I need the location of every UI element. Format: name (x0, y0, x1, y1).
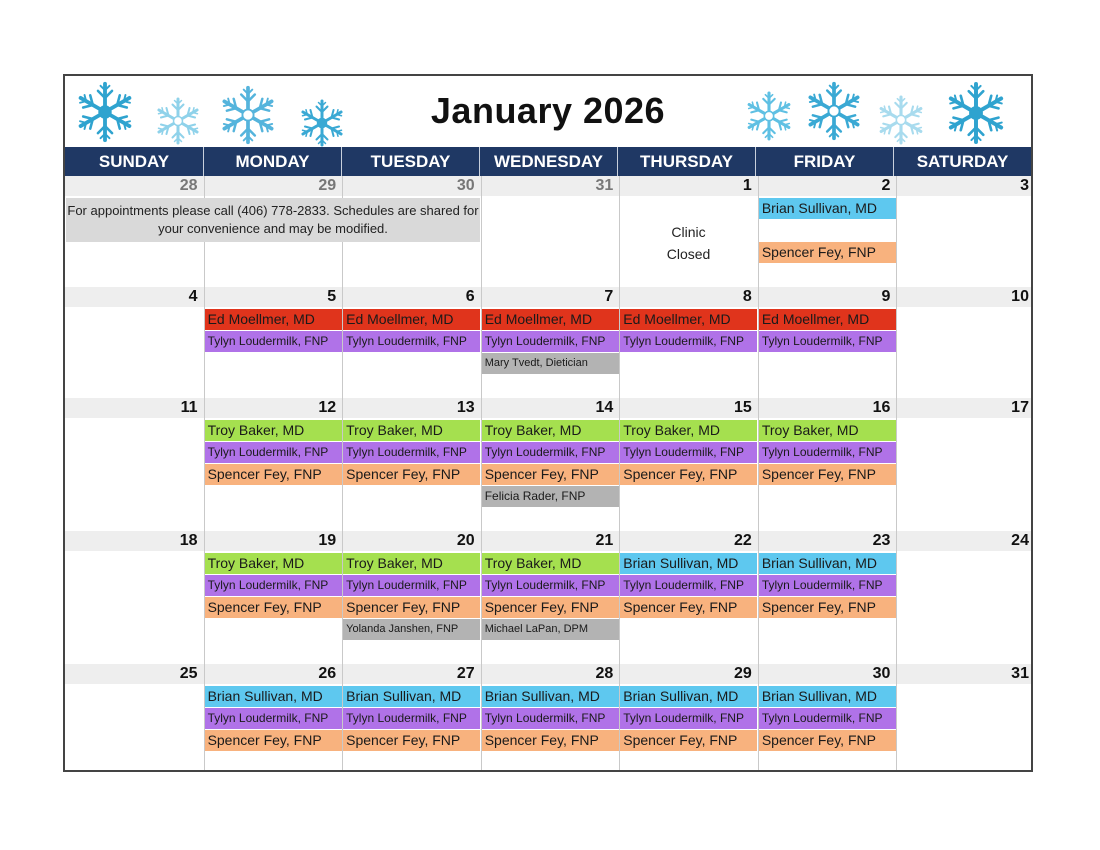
day-cell[interactable] (65, 398, 204, 531)
provider-schedule-entry[interactable]: Brian Sullivan, MD (205, 686, 342, 707)
day-cell[interactable] (342, 531, 481, 664)
provider-schedule-entry[interactable]: Michael LaPan, DPM (482, 619, 619, 640)
day-cell[interactable] (896, 398, 1033, 531)
weekday-header-friday: FRIDAY (755, 147, 893, 176)
day-number: 2 (881, 177, 891, 194)
provider-schedule-entry[interactable]: Tylyn Loudermilk, FNP (759, 442, 896, 463)
day-number: 9 (881, 288, 891, 305)
provider-schedule-entry[interactable]: Tylyn Loudermilk, FNP (205, 331, 342, 352)
provider-schedule-entry[interactable]: Troy Baker, MD (205, 420, 342, 441)
day-cell[interactable] (758, 176, 897, 287)
weekday-header-monday: MONDAY (203, 147, 341, 176)
calendar-page (63, 74, 1033, 772)
provider-schedule-entry[interactable]: Spencer Fey, FNP (759, 597, 896, 618)
day-number: 7 (604, 288, 614, 305)
provider-schedule-entry[interactable]: Spencer Fey, FNP (343, 464, 480, 485)
day-cell[interactable] (619, 398, 758, 531)
day-cell[interactable] (204, 531, 343, 664)
provider-schedule-entry[interactable]: Spencer Fey, FNP (759, 730, 896, 751)
snowflake-icon (943, 80, 1009, 146)
provider-schedule-entry[interactable]: Tylyn Loudermilk, FNP (343, 442, 480, 463)
day-cell[interactable] (204, 287, 343, 398)
day-number: 28 (179, 177, 198, 194)
provider-schedule-entry[interactable]: Brian Sullivan, MD (482, 686, 619, 707)
day-number: 30 (456, 177, 475, 194)
weekday-header-thursday: THURSDAY (617, 147, 755, 176)
provider-schedule-entry[interactable]: Spencer Fey, FNP (759, 242, 896, 263)
provider-schedule-entry[interactable]: Troy Baker, MD (343, 420, 480, 441)
provider-schedule-entry[interactable]: Ed Moellmer, MD (759, 309, 896, 330)
provider-schedule-entry[interactable]: Spencer Fey, FNP (343, 730, 480, 751)
provider-schedule-entry[interactable]: Tylyn Loudermilk, FNP (343, 708, 480, 729)
provider-schedule-entry[interactable]: Tylyn Loudermilk, FNP (343, 331, 480, 352)
weekday-header-row (65, 147, 1031, 176)
day-number: 12 (318, 399, 337, 416)
week-row (65, 398, 1031, 531)
provider-schedule-entry[interactable]: Spencer Fey, FNP (482, 464, 619, 485)
day-cell[interactable] (342, 398, 481, 531)
day-cell[interactable] (65, 287, 204, 398)
provider-schedule-entry[interactable]: Yolanda Janshen, FNP (343, 619, 480, 640)
day-cell[interactable] (896, 287, 1033, 398)
weekday-header-wednesday: WEDNESDAY (479, 147, 617, 176)
provider-schedule-entry[interactable]: Ed Moellmer, MD (482, 309, 619, 330)
day-number: 10 (1011, 288, 1029, 305)
provider-schedule-entry[interactable]: Spencer Fey, FNP (759, 464, 896, 485)
day-cell[interactable] (619, 531, 758, 664)
provider-schedule-entry[interactable]: Spencer Fey, FNP (620, 730, 757, 751)
day-cell[interactable] (758, 287, 897, 398)
day-cell[interactable] (204, 398, 343, 531)
provider-schedule-entry[interactable]: Tylyn Loudermilk, FNP (205, 442, 342, 463)
day-cell[interactable] (204, 664, 343, 772)
day-cell[interactable] (65, 664, 204, 772)
provider-schedule-entry[interactable]: Troy Baker, MD (620, 420, 757, 441)
provider-schedule-entry[interactable]: Tylyn Loudermilk, FNP (482, 708, 619, 729)
provider-schedule-entry[interactable]: Troy Baker, MD (343, 553, 480, 574)
title-row (65, 76, 1031, 147)
day-cell[interactable] (342, 287, 481, 398)
provider-schedule-entry[interactable]: Tylyn Loudermilk, FNP (482, 442, 619, 463)
provider-schedule-entry[interactable]: Mary Tvedt, Dietician (482, 353, 619, 374)
day-number: 28 (595, 665, 614, 682)
day-number: 1 (742, 177, 752, 194)
day-number: 6 (465, 288, 475, 305)
day-cell[interactable] (481, 287, 620, 398)
week-row (65, 531, 1031, 664)
provider-schedule-entry[interactable]: Brian Sullivan, MD (343, 686, 480, 707)
provider-schedule-entry[interactable]: Spencer Fey, FNP (620, 464, 757, 485)
day-cell[interactable] (758, 398, 897, 531)
day-number: 4 (188, 288, 198, 305)
provider-schedule-entry[interactable]: Spencer Fey, FNP (482, 730, 619, 751)
day-number: 14 (595, 399, 614, 416)
provider-schedule-entry[interactable]: Tylyn Loudermilk, FNP (205, 575, 342, 596)
provider-schedule-entry[interactable]: Spencer Fey, FNP (205, 464, 342, 485)
calendar-title: January 2026 (430, 90, 666, 131)
day-cell[interactable] (896, 531, 1033, 664)
clinic-closed-line-1: Clinic (671, 224, 706, 240)
snowflake-icon (743, 90, 795, 142)
day-number: 5 (327, 288, 337, 305)
provider-schedule-entry[interactable]: Tylyn Loudermilk, FNP (620, 442, 757, 463)
provider-schedule-entry[interactable]: Tylyn Loudermilk, FNP (759, 708, 896, 729)
day-cell[interactable] (481, 531, 620, 664)
week-row (65, 664, 1031, 772)
day-cell[interactable] (481, 398, 620, 531)
weekday-header-saturday: SATURDAY (893, 147, 1031, 176)
day-number: 30 (872, 665, 891, 682)
day-number: 3 (1020, 177, 1029, 194)
day-number: 11 (180, 399, 198, 416)
provider-schedule-entry[interactable]: Felicia Rader, FNP (482, 486, 619, 507)
clinic-closed-line-2: Closed (666, 246, 711, 262)
provider-schedule-entry[interactable]: Tylyn Loudermilk, FNP (205, 708, 342, 729)
provider-schedule-entry[interactable]: Troy Baker, MD (482, 420, 619, 441)
day-number: 25 (179, 665, 198, 682)
snowflake-icon (875, 94, 927, 146)
provider-schedule-entry[interactable]: Brian Sullivan, MD (759, 686, 896, 707)
provider-schedule-entry[interactable]: Spencer Fey, FNP (343, 597, 480, 618)
appointment-notice: For appointments please call (406) 778-2833. Schedules are shared for your convenience and may be modified. (66, 198, 480, 242)
weekday-header-tuesday: TUESDAY (341, 147, 479, 176)
provider-schedule-entry[interactable]: Brian Sullivan, MD (759, 553, 896, 574)
day-cell[interactable] (342, 664, 481, 772)
snowflake-icon (803, 80, 865, 142)
provider-schedule-entry[interactable]: Tylyn Loudermilk, FNP (759, 331, 896, 352)
day-cell[interactable] (758, 531, 897, 664)
day-number: 29 (318, 177, 337, 194)
day-cell[interactable] (619, 287, 758, 398)
day-cell[interactable] (65, 531, 204, 664)
provider-schedule-entry[interactable]: Brian Sullivan, MD (620, 553, 757, 574)
provider-schedule-entry[interactable]: Tylyn Loudermilk, FNP (759, 575, 896, 596)
provider-schedule-entry[interactable]: Tylyn Loudermilk, FNP (343, 575, 480, 596)
day-cell[interactable] (619, 664, 758, 772)
day-number: 13 (456, 399, 475, 416)
weekday-header-sunday: SUNDAY (98, 152, 170, 171)
provider-schedule-entry[interactable]: Ed Moellmer, MD (205, 309, 342, 330)
provider-schedule-entry[interactable]: Tylyn Loudermilk, FNP (620, 708, 757, 729)
provider-schedule-entry[interactable]: Spencer Fey, FNP (205, 597, 342, 618)
day-number: 21 (595, 532, 614, 549)
day-number: 15 (734, 399, 752, 416)
day-number: 20 (456, 532, 475, 549)
week-row (65, 176, 1031, 287)
provider-schedule-entry[interactable]: Troy Baker, MD (482, 553, 619, 574)
day-cell[interactable] (481, 176, 620, 287)
day-number: 24 (1011, 532, 1029, 549)
provider-schedule-entry[interactable]: Brian Sullivan, MD (620, 686, 757, 707)
day-cell[interactable] (758, 664, 897, 772)
clinic-closed-label (619, 221, 758, 265)
provider-schedule-entry[interactable]: Tylyn Loudermilk, FNP (482, 331, 619, 352)
provider-schedule-entry[interactable]: Ed Moellmer, MD (343, 309, 480, 330)
day-number: 19 (318, 532, 337, 549)
day-number: 31 (595, 177, 614, 194)
day-number: 22 (734, 532, 752, 549)
day-cell[interactable] (896, 176, 1033, 287)
day-number: 29 (734, 665, 752, 682)
provider-schedule-entry[interactable]: Tylyn Loudermilk, FNP (620, 575, 757, 596)
day-number: 26 (318, 665, 337, 682)
provider-schedule-entry[interactable]: Tylyn Loudermilk, FNP (482, 575, 619, 596)
provider-schedule-entry[interactable]: Ed Moellmer, MD (620, 309, 757, 330)
provider-schedule-entry[interactable]: Troy Baker, MD (205, 553, 342, 574)
provider-schedule-entry[interactable]: Spencer Fey, FNP (482, 597, 619, 618)
provider-schedule-entry[interactable]: Spencer Fey, FNP (620, 597, 757, 618)
provider-schedule-entry[interactable]: Troy Baker, MD (759, 420, 896, 441)
day-number: 31 (1011, 665, 1029, 682)
day-cell[interactable] (481, 664, 620, 772)
week-row (65, 287, 1031, 398)
day-number: 27 (456, 665, 475, 682)
day-number: 18 (179, 532, 198, 549)
provider-schedule-entry[interactable]: Brian Sullivan, MD (759, 198, 896, 219)
provider-schedule-entry[interactable]: Tylyn Loudermilk, FNP (620, 331, 757, 352)
day-number: 16 (872, 399, 891, 416)
provider-schedule-entry[interactable]: Spencer Fey, FNP (205, 730, 342, 751)
day-number: 17 (1011, 399, 1029, 416)
day-number: 8 (742, 288, 752, 305)
day-number: 23 (872, 532, 891, 549)
day-cell[interactable] (896, 664, 1033, 772)
